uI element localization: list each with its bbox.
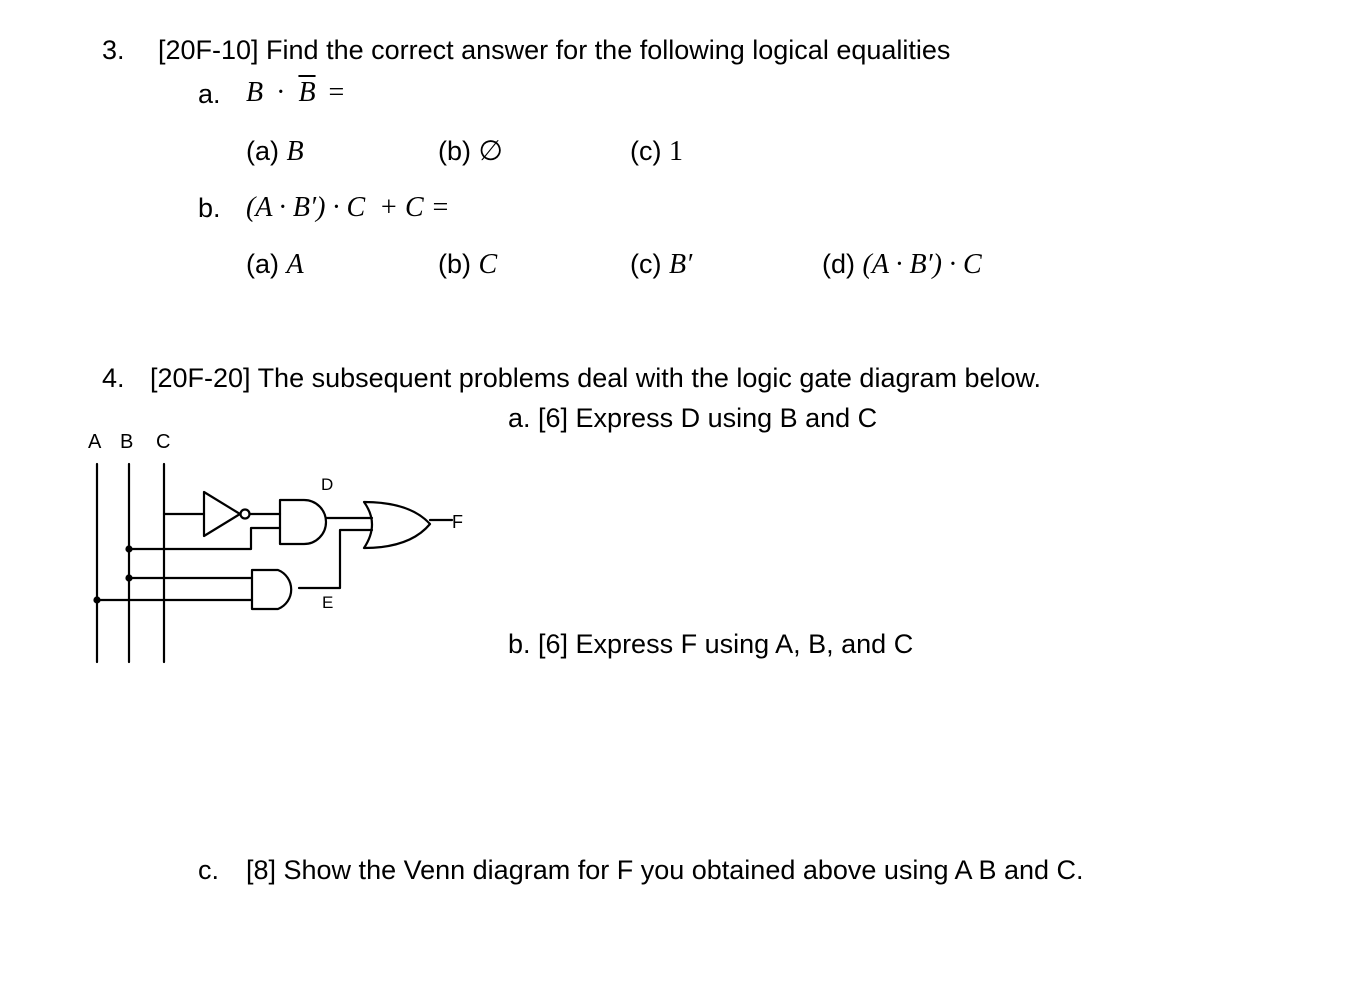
option-value: 1: [669, 136, 683, 167]
option-label: (b): [438, 249, 471, 279]
option-value: ∅: [478, 136, 503, 167]
q3b-option-d: [822, 248, 982, 281]
q4a-text: a. [6] Express D using B and C: [508, 403, 878, 433]
q4c-text: [8] Show the Venn diagram for F you obtained above using A B and C.: [246, 855, 1084, 885]
label-f: F: [452, 512, 463, 532]
q3b-option-b: [438, 248, 497, 281]
option-value: B′: [669, 249, 693, 280]
or-gate: [364, 502, 430, 548]
q3b-option-a: [246, 248, 304, 281]
label-d: D: [321, 475, 334, 494]
wire-e-to-or: [299, 530, 372, 588]
q3a-option-c: [630, 135, 683, 168]
q3-number: 3.: [102, 35, 125, 65]
q3a-b-bar: $\overline{B}$: [298, 77, 316, 108]
option-label: (d): [822, 249, 855, 279]
option-label: (a): [246, 249, 279, 279]
input-label-c: C: [156, 431, 171, 453]
label-e: E: [322, 593, 334, 612]
q4-text: [20F-20] The subsequent problems deal with the logic gate diagram below.: [150, 363, 1042, 393]
option-label: (b): [438, 136, 471, 166]
option-label: (c): [630, 136, 662, 166]
option-value: C: [478, 249, 498, 280]
input-label-b: B: [120, 431, 134, 453]
q3a-eq: =: [328, 77, 345, 108]
logic-gate-diagram: [80, 420, 500, 670]
input-label-a: A: [88, 431, 102, 453]
option-value: B: [286, 136, 304, 167]
q3b-label: b.: [198, 193, 221, 223]
q3-text: [20F-10] Find the correct answer for the following logical equalities: [158, 35, 951, 65]
q3a-b: B: [246, 77, 264, 108]
q3a-expression: [246, 77, 344, 109]
option-label: (a): [246, 136, 279, 166]
q3b-option-c: [630, 248, 692, 281]
q4c-label: c.: [198, 855, 220, 885]
q4-number: 4.: [102, 363, 125, 393]
q3a-label: a.: [198, 79, 221, 109]
q3a-option-a: [246, 135, 304, 168]
and-gate-e: [252, 570, 291, 609]
q3a-dot: ·: [276, 77, 286, 108]
q4b-text: b. [6] Express F using A, B, and C: [508, 629, 914, 659]
q3a-option-b: [438, 135, 503, 168]
and-gate-d: [280, 500, 326, 544]
option-label: (c): [630, 249, 662, 279]
not-bubble: [241, 510, 250, 519]
q3b-expression: (A · B′) · C + C =: [246, 192, 450, 223]
not-gate: [204, 492, 240, 536]
option-value: (A · B′) · C: [862, 249, 982, 280]
option-value: A: [286, 249, 304, 280]
